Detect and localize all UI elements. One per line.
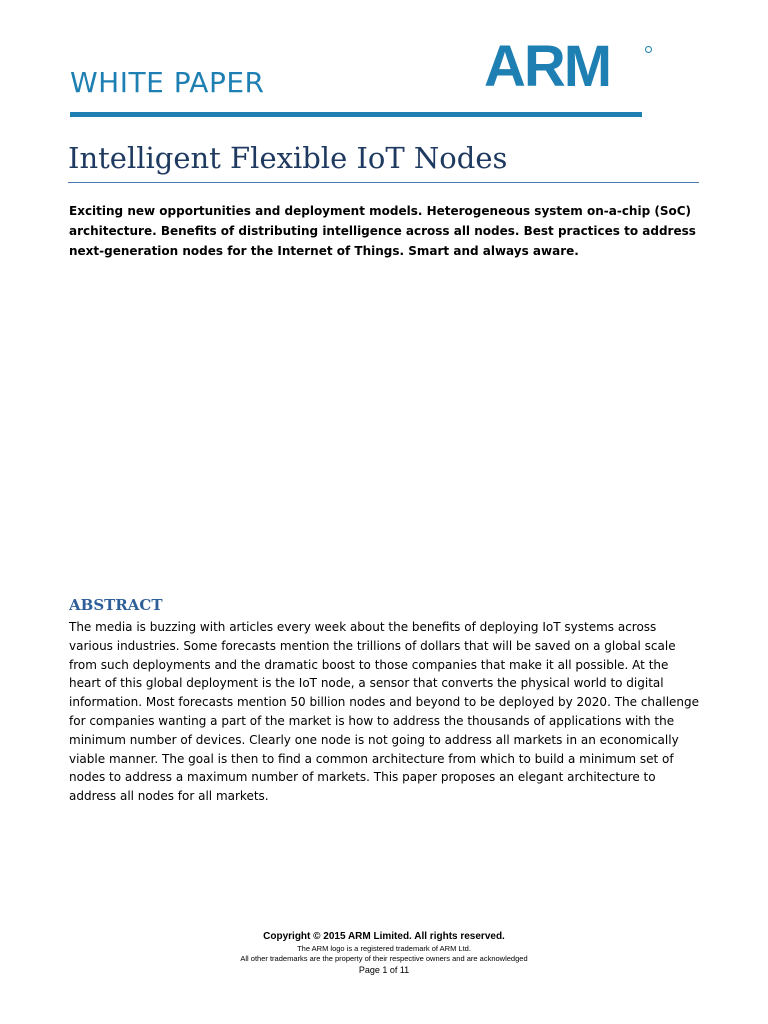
footer-trademark: The ARM logo is a registered trademark of ARM Ltd. [297, 944, 471, 953]
footer-other-trademarks: All other trademarks are the property of their respective owners and are acknowledged [240, 954, 528, 963]
white-paper-label: WHITE PAPER [70, 66, 265, 99]
registered-mark-icon [645, 46, 652, 53]
footer-copyright: Copyright © 2015 ARM Limited. All rights reserved. [263, 931, 505, 942]
abstract-heading: ABSTRACT [69, 596, 163, 614]
abstract-body: The media is buzzing with articles every week about the benefits of deploying IoT systems across various industries. Some forecasts mention the trillions of dollars that will be saved on a global scale from such deployments and the dramatic boost to those companies that make it all possible. At the heart of this global deployment is the IoT node, a sensor that converts the physical world to digital information. Most forecasts mention 50 billion nodes and beyond to be deployed by 2020. The challenge for companies wanting a part of the market is how to address the thousands of applications with the minimum number of devices. Clearly one node is not going to address all markets in an economically viable manner. The goal is then to find a common architecture from which to build a minimum set of nodes to address a maximum number of markets. This paper proposes an elegant architecture to address all nodes for all markets. [69, 620, 700, 804]
title-divider [68, 182, 699, 183]
page-footer [0, 930, 768, 976]
page-number: Page 1 of 11 [358, 965, 410, 975]
document-summary: Exciting new opportunities and deployment models. Heterogeneous system on-a-chip (SoC) architecture. Benefits of distributing intelligence across all nodes. Best practices to address next-generation nodes for the Internet of Things. Smart and always aware. [69, 204, 696, 258]
header-divider [70, 112, 642, 117]
document-title: Intelligent Flexible IoT Nodes [68, 141, 508, 175]
arm-logo-text: ARM [484, 34, 611, 99]
